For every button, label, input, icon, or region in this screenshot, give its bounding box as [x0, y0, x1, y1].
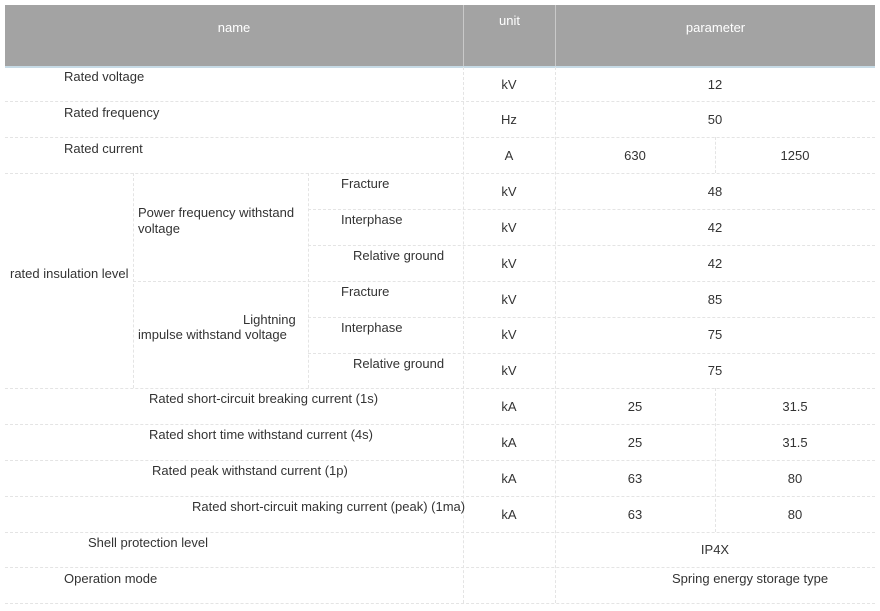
subgroup-label-lightning-line1: Lightning: [243, 312, 296, 327]
row-value-operation-mode: Spring energy storage type: [672, 571, 829, 586]
row-name-pf-interphase: Interphase: [341, 212, 403, 227]
row-value-a-rated-current: 630: [624, 148, 646, 163]
row-name-rated-current: Rated current: [64, 141, 143, 156]
row-value-pf-interphase: 42: [707, 220, 723, 235]
header-name: name: [217, 20, 251, 35]
row-name-making-current: Rated short-circuit making current (peak) (1ma): [192, 499, 466, 514]
row-unit-breaking-current: kA: [501, 399, 517, 414]
row-divider: [5, 388, 875, 389]
column-divider: [133, 173, 134, 388]
row-unit-rated-current: A: [504, 148, 514, 163]
header-parameter: parameter: [685, 20, 746, 35]
row-divider: [308, 317, 875, 318]
row-value-pf-fracture: 48: [707, 184, 723, 199]
row-name-li-interphase: Interphase: [341, 320, 403, 335]
row-value-a-making-current: 63: [627, 507, 643, 522]
subgroup-label-lightning-line2: impulse withstand voltage: [138, 327, 287, 342]
row-unit-rated-voltage: kV: [501, 77, 517, 92]
row-unit-peak-current: kA: [501, 471, 517, 486]
row-name-rated-frequency: Rated frequency: [64, 105, 160, 120]
row-unit-li-interphase: kV: [501, 327, 517, 342]
column-divider: [308, 173, 309, 388]
row-value-a-breaking-current: 25: [627, 399, 643, 414]
row-divider: [5, 424, 875, 425]
row-unit-li-relative-ground: kV: [501, 363, 517, 378]
row-divider: [5, 603, 875, 604]
row-divider: [5, 137, 875, 138]
row-unit-short-time-current: kA: [501, 435, 517, 450]
header-unit: unit: [499, 13, 520, 28]
row-unit-li-fracture: kV: [501, 292, 517, 307]
row-divider: [5, 173, 875, 174]
row-name-pf-relative-ground: Relative ground: [353, 248, 445, 263]
row-name-rated-voltage: Rated voltage: [64, 69, 145, 84]
row-divider: [5, 460, 875, 461]
row-name-li-relative-ground: Relative ground: [353, 356, 445, 371]
row-divider: [308, 245, 875, 246]
table-header: [5, 5, 875, 68]
group-label-insulation: rated insulation level: [10, 266, 129, 281]
row-value-shell-protection: IP4X: [700, 542, 730, 557]
row-divider: [308, 353, 875, 354]
row-unit-pf-interphase: kV: [501, 220, 517, 235]
row-value-rated-voltage: 12: [707, 77, 723, 92]
row-value-li-interphase: 75: [707, 327, 723, 342]
row-name-shell-protection: Shell protection level: [88, 535, 208, 550]
row-value-li-relative-ground: 75: [707, 363, 723, 378]
row-name-operation-mode: Operation mode: [64, 571, 158, 586]
row-unit-pf-relative-ground: kV: [501, 256, 517, 271]
subgroup-label-power-frequency: Power frequency withstand voltage: [138, 205, 295, 236]
row-divider: [5, 532, 875, 533]
row-value-pf-relative-ground: 42: [707, 256, 723, 271]
row-value-b-making-current: 80: [787, 507, 803, 522]
row-name-short-time-current: Rated short time withstand current (4s): [149, 427, 373, 442]
row-divider: [5, 496, 875, 497]
row-name-li-fracture: Fracture: [341, 284, 390, 299]
row-divider: [133, 281, 875, 282]
row-value-a-short-time-current: 25: [627, 435, 643, 450]
row-value-b-peak-current: 80: [787, 471, 803, 486]
row-unit-rated-frequency: Hz: [501, 112, 517, 127]
row-divider: [5, 101, 875, 102]
row-divider: [5, 567, 875, 568]
row-name-pf-fracture: Fracture: [341, 176, 390, 191]
row-value-a-peak-current: 63: [627, 471, 643, 486]
row-name-breaking-current: Rated short-circuit breaking current (1s): [149, 391, 379, 406]
row-value-rated-frequency: 50: [707, 112, 723, 127]
row-value-li-fracture: 85: [707, 292, 723, 307]
row-unit-pf-fracture: kV: [501, 184, 517, 199]
row-value-b-short-time-current: 31.5: [782, 435, 808, 450]
row-name-peak-current: Rated peak withstand current (1p): [152, 463, 348, 478]
row-unit-making-current: kA: [501, 507, 517, 522]
row-value-b-breaking-current: 31.5: [782, 399, 808, 414]
row-value-b-rated-current: 1250: [780, 148, 810, 163]
row-divider: [308, 209, 875, 210]
